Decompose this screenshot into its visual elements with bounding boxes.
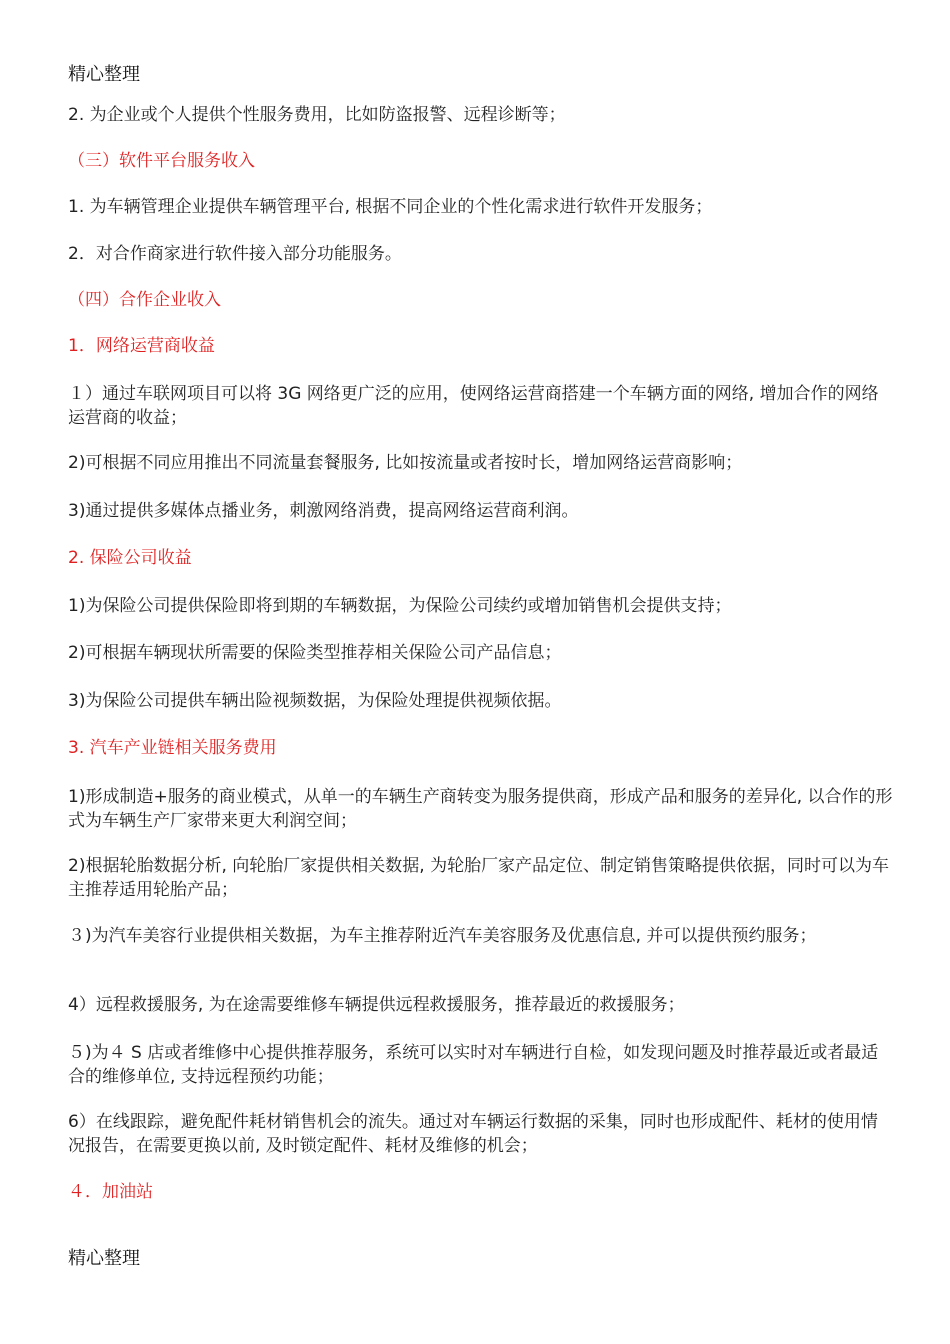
paragraph: 1)为保险公司提供保险即将到期的车辆数据，为保险公司续约或增加销售机会提供支持； [68,596,732,616]
paragraph: 3)通过提供多媒体点播业务，刺激网络消费，提高网络运营商利润。 [68,501,579,521]
paragraph: 3)为保险公司提供车辆出险视频数据，为保险处理提供视频依据。 [68,691,562,711]
section-heading: 3. 汽车产业链相关服务费用 [68,738,277,758]
section-heading: （四）合作企业收入 [68,290,221,310]
paragraph: 1. 为车辆管理企业提供车辆管理平台, 根据不同企业的个性化需求进行软件开发服务； [68,197,713,217]
paragraph: 2)根据轮胎数据分析, 向轮胎厂家提供相关数据, 为轮胎厂家产品定位、制定销售策略提供依据，同时可以为车主推荐适用轮胎产品； [68,856,890,900]
paragraph: １）通过车联网项目可以将 3G 网络更广泛的应用，使网络运营商搭建一个车辆方面的网络, 增加合作的网络运营商的收益； [68,384,879,428]
paragraph: 1)形成制造+服务的商业模式，从单一的车辆生产商转变为服务提供商，形成产品和服务的差异化, 以合作的形式为车辆生产厂家带来更大利润空间； [68,787,893,831]
section-heading: （三）软件平台服务收入 [68,151,255,171]
paragraph: ５)为４ S 店或者维修中心提供推荐服务，系统可以实时对车辆进行自检，如发现问题及时推荐最近或者最适合的维修单位, 支持远程预约功能； [68,1043,879,1087]
section-heading: 2. 保险公司收益 [68,548,192,568]
paragraph: 2)可根据不同应用推出不同流量套餐服务, 比如按流量或者按时长，增加网络运营商影响； [68,453,743,473]
page-header: 精心整理 [68,64,140,85]
paragraph: 4）远程救援服务, 为在途需要维修车辆提供远程救援服务，推荐最近的救援服务； [68,995,685,1015]
paragraph: ３)为汽车美容行业提供相关数据，为车主推荐附近汽车美容服务及优惠信息, 并可以提供预约服务； [68,926,817,946]
paragraph: 6）在线跟踪，避免配件耗材销售机会的流失。通过对车辆运行数据的采集，同时也形成配件、耗材的使用情况报告，在需要更换以前, 及时锁定配件、耗材及维修的机会； [68,1112,878,1156]
paragraph: 2)可根据车辆现状所需要的保险类型推荐相关保险公司产品信息； [68,643,562,663]
page-footer: 精心整理 [68,1248,140,1269]
paragraph: 2．对合作商家进行软件接入部分功能服务。 [68,244,402,264]
section-heading: ４．加油站 [68,1182,153,1202]
paragraph: 2. 为企业或个人提供个性服务费用，比如防盗报警、远程诊断等； [68,105,566,125]
section-heading: 1．网络运营商收益 [68,336,215,356]
